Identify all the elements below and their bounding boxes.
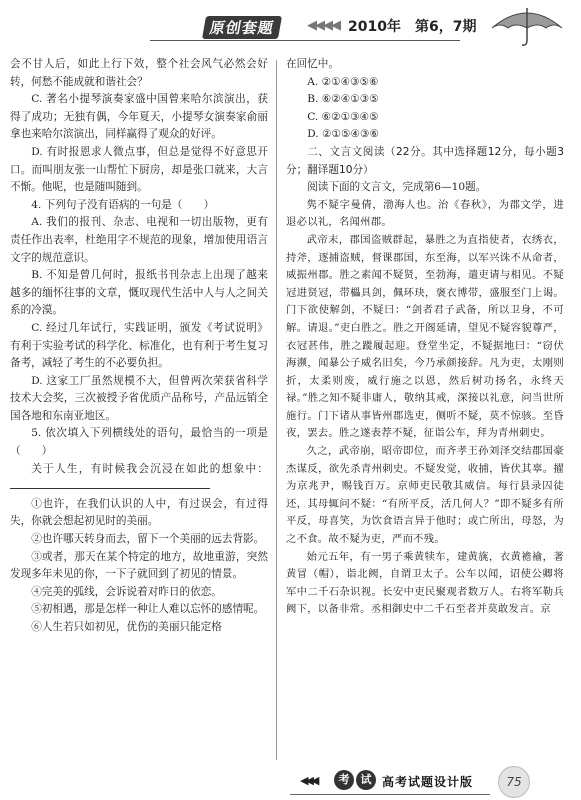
question-5-stem — [10, 461, 268, 496]
footer-badge: 试 — [356, 770, 376, 790]
question-4: 4. 下列句子没有语病的一句是（ ） — [31, 198, 215, 211]
passage-paragraph: 武帝末，郡国盗贼群起，暴胜之为直指使者，衣绣衣，持斧，逐捕盗贼，督课郡国，东至海，以军兴诛不从命者，威振州郡。胜之素闻不疑贤，至勃海，遣吏请与相见。不疑冠进贤冠，带櫑具剑，佩环玦，褒衣博带，盛服至门上谒。门下欲使解剑，不疑曰：“剑者君子武备，所以卫身，不可解。请退。”吏白胜之。胜之开阁延请，望见不疑容貌尊严，衣冠甚伟，胜之蹝履起迎。登堂坐定，不疑据地曰：“窃伏海濒，闻暴公子威名旧矣，今乃承颜接辞。凡为吏，太刚则折，太柔则废，威行施之以恩，然后树功扬名，永终天禄。”胜之知不疑非庸人，敬纳其戒，深接以礼意，问当世所施行。门下诸从事皆州郡选吏，侧听不疑，莫不惊骇。至昏夜，罢去。胜之遂表荐不疑，征诣公车，拜为青州刺史。 — [286, 233, 564, 440]
page-number: 75 — [498, 766, 530, 798]
choice-c: C. ⑥②①③④⑤ — [307, 110, 379, 123]
sentence-4: ④完美的弧线，会诉说着对昨日的依恋。 — [31, 585, 222, 598]
option-d: D. 有时报恩求人微点事，但总是觉得不好意思开口。而叫朋友张一山帮忙下厨房，却是张口就来，大言不惭。他呢，也是随叫随到。 — [10, 145, 268, 194]
option-b: B. 不知是曾几何时，报纸书刊杂志上出现了越来越多的缅怀往事的文章，慨叹现代生活中人与人之间关系的冷漠。 — [10, 269, 268, 317]
stem-text: 关于人生，有时候我会沉浸在如此的想象中： — [31, 462, 268, 475]
passage-paragraph: 隽不疑字曼倩，渤海人也。治《春秋》，为郡文学，进退必以礼，名闻州郡。 — [286, 198, 564, 229]
answer-blank — [10, 478, 210, 489]
footer-badge: 考 — [334, 770, 354, 790]
option-a: A. 我们的报刊、杂志、电视和一切出版物，更有责任作出表率，杜绝用字不规范的现象，增加使用语言文字的规范意识。 — [10, 216, 268, 264]
right-column — [286, 56, 564, 619]
text-line: 会不甘人后，如此上行下效，整个社会风气必然会好转，何愁不能成就和谐社会？ — [10, 58, 268, 88]
sentence-1: ①也许，在我们认识的人中，有过误会，有过得失，你就会想起初见时的美丽。 — [10, 497, 268, 528]
passage-paragraph: 始元五年，有一男子乘黄犊车，建黄旐，衣黄襜褕，著黄冒（帽），诣北阙，自谓卫太子。公车以闻，诏使公卿将军中二千石杂识视。长安中吏民聚观者数万人。右将军勒兵阙下，以备非常。丞相御史中二千石至者并莫敢发言。京 — [286, 550, 564, 616]
option-d: D. 这家工厂虽然规模不大，但曾两次荣获省科学技术大会奖，三次被授予省优质产品称号，产品远销全国各地和东南亚地区。 — [10, 374, 268, 422]
sentence-2: ②也许哪天转身而去，留下一个美丽的远去背影。 — [31, 533, 265, 546]
option-c: C. 经过几年试行，实践证明，颁发《考试说明》有利于实验考试的科学化、标准化，也有利于考生复习备考，减轻了考生的不必要负担。 — [10, 321, 268, 370]
sentence-5: ⑤初相遇，那是怎样一种让人难以忘怀的感情呢。 — [31, 603, 265, 616]
choice-a: A. ②①④③⑤⑥ — [307, 75, 379, 88]
question-5: 5. 依次填入下列横线处的语句，最恰当的一项是（ ） — [10, 427, 268, 458]
reading-instruction: 阅读下面的文言文，完成第6—10题。 — [307, 181, 487, 194]
arrow-left-icon: ◀◀◀ — [300, 774, 317, 787]
chevron-icon: ◀◀◀◀ — [307, 18, 339, 33]
page-header — [0, 0, 581, 52]
choice-b: B. ⑥②④①③⑤ — [307, 93, 379, 106]
column-divider — [276, 60, 277, 760]
header-rule — [150, 40, 460, 41]
sentence-3: ③或者，那天在某个特定的地方，故地重游，突然发现多年未见的你，一下子就回到了初见的情景。 — [10, 550, 268, 581]
choice-d: D. ②①⑤④③⑥ — [307, 128, 380, 141]
page-footer — [0, 764, 581, 800]
issue-label: 2010年 第6，7期 — [348, 19, 477, 35]
left-column — [10, 56, 268, 637]
footer-label: 高考试题设计版 — [382, 775, 474, 789]
magazine-title: 原创套题 — [202, 16, 282, 39]
passage-paragraph: 久之，武帝崩，昭帝即位，而齐孝王孙刘泽交结郡国豪杰谋反，欲先杀青州刺史。不疑发觉，收捕，皆伏其辜。擢为京兆尹，赐钱百万。京师吏民敬其威信。每行县录囚徒还，其母辄问不疑：“有所平反，活几何人？”即不疑多有所平反，母喜笑，为饮食语言异于他时；或亡所出，母怒，为之不食。故不疑为吏，严而不残。 — [286, 445, 564, 546]
umbrella-icon — [488, 4, 566, 48]
option-c: C. 著名小提琴演奏家盛中国曾来哈尔滨演出，获得了成功；无独有偶，今年夏天，小提琴女演奏家俞丽拿也来哈尔滨演出，同样赢得了观众的好评。 — [10, 93, 268, 141]
sentence-6: ⑥人生若只如初见，优伤的美丽只能定格 — [31, 621, 222, 633]
section-heading: 二、文言文阅读（22分。其中选择题12分，每小题3分；翻译题10分） — [286, 145, 564, 176]
text-line: 在回忆中。 — [286, 58, 339, 70]
footer-rule — [290, 794, 490, 795]
